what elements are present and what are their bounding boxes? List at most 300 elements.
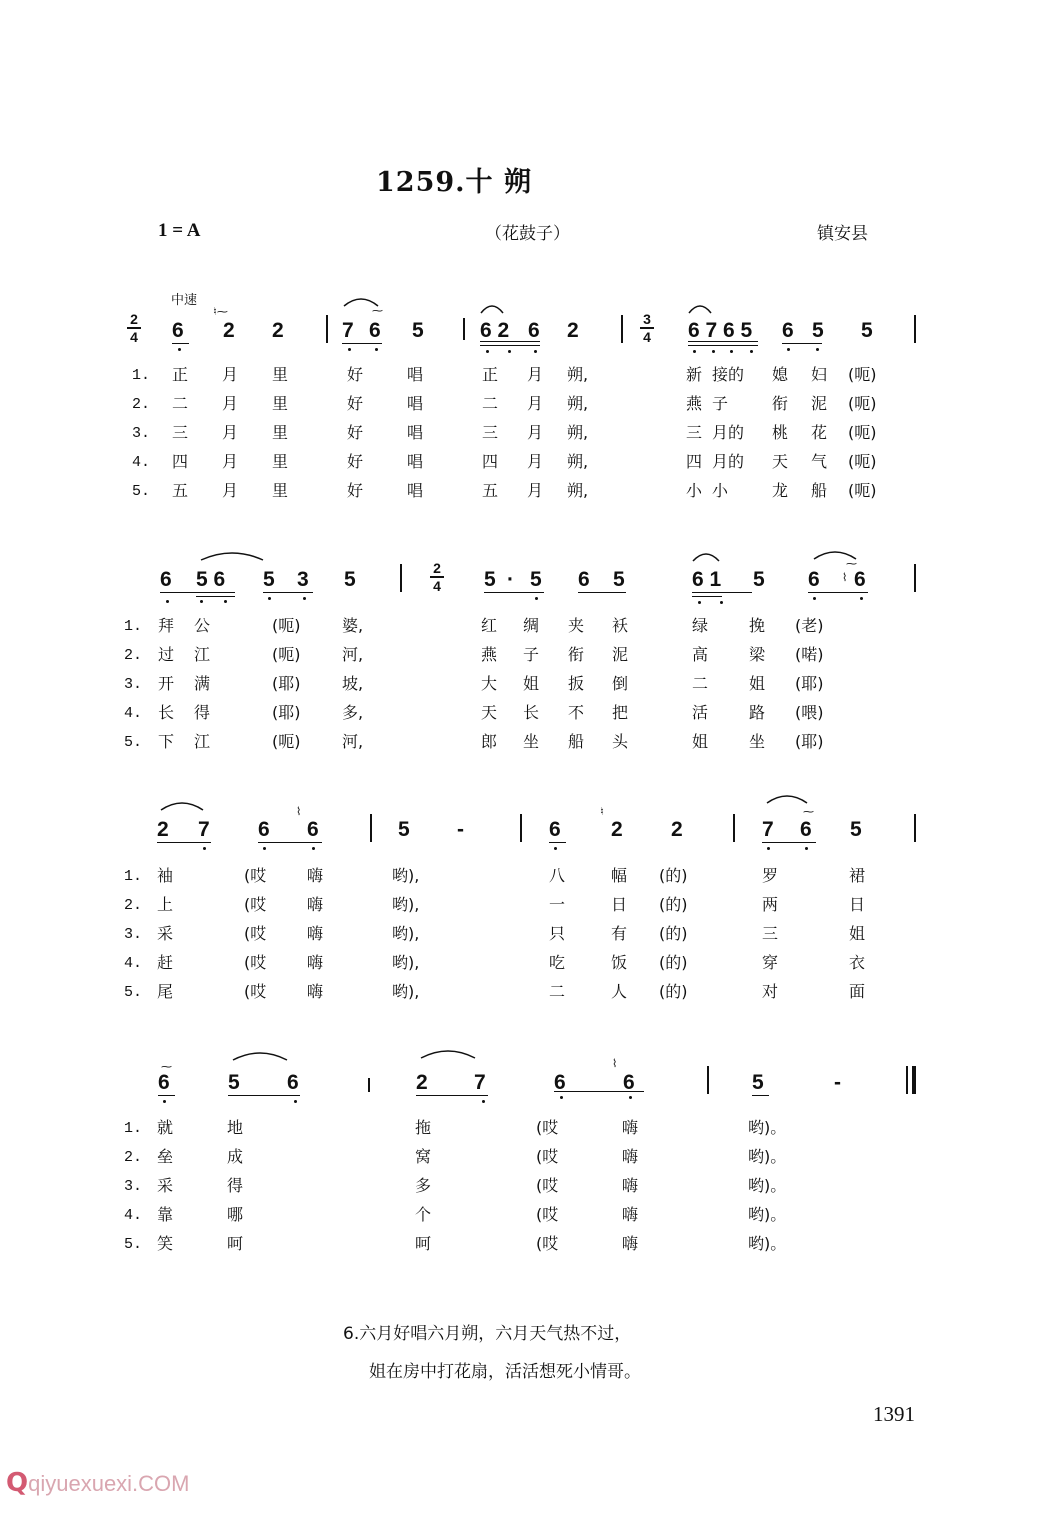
lyric-word: 过 [158, 645, 175, 664]
note: 5 [263, 568, 275, 591]
low-octave-dot [787, 348, 790, 351]
verse-number: 1. [124, 868, 143, 885]
lyric-word: 有 [611, 924, 628, 943]
slur-arc [232, 1049, 288, 1061]
note: 5 [412, 319, 424, 342]
lyric-word: 靠 [157, 1205, 174, 1224]
lyric-word: 子 [712, 394, 729, 413]
time-signature-2-4 [430, 561, 444, 593]
underline-beam [549, 842, 566, 843]
note: 7 [474, 1071, 486, 1094]
lyric-word: 采 [157, 1176, 174, 1195]
lyric-word: 活 [692, 703, 709, 722]
lyric-word: 坐 [523, 732, 540, 751]
lyric-word: 挽 [749, 616, 766, 635]
watermark-logo-icon: Q [6, 1468, 29, 1498]
verse-number: 2. [132, 396, 151, 413]
low-octave-dot [224, 600, 227, 603]
lyric-word: (哎 [536, 1176, 559, 1195]
lyric-word: 倒 [612, 674, 629, 693]
lyric-word: 两 [762, 895, 779, 914]
lyric-word: 赶 [157, 953, 174, 972]
note: 6 [258, 818, 270, 841]
lyric-word: 衣 [849, 953, 866, 972]
lyric-word: 月 [527, 481, 544, 500]
underline-beam [172, 343, 189, 344]
underline-beam [692, 596, 722, 597]
note: 6 [287, 1071, 299, 1094]
note: 2 [272, 319, 284, 342]
lyric-word: 里 [272, 394, 289, 413]
verse-number: 1. [124, 618, 143, 635]
lyric-word: 嗨 [307, 982, 324, 1001]
lyric-word: (的) [659, 982, 688, 1001]
lyric-word: (呃) [272, 732, 301, 751]
note: 6 [158, 1071, 170, 1094]
ts-bottom: 4 [130, 329, 138, 345]
barline [368, 1078, 370, 1092]
lyric-word: 二 [172, 394, 189, 413]
lyric-word: 头 [612, 732, 629, 751]
final-barline-thin [906, 1066, 908, 1094]
low-octave-dot [294, 1100, 297, 1103]
lyric-word: (呃) [848, 452, 877, 471]
lyric-word: (喏) [795, 645, 824, 664]
note: 5 [398, 818, 410, 841]
lyric-word: 二 [482, 394, 499, 413]
lyric-word: 嗨 [307, 866, 324, 885]
note: 5 [753, 568, 765, 591]
lyric-word: 上 [157, 895, 174, 914]
note: 5 [752, 1071, 764, 1094]
lyric-word: 多 [415, 1176, 432, 1195]
verse-number: 1. [124, 1120, 143, 1137]
low-octave-dot [750, 350, 753, 353]
lyric-word: 月 [222, 481, 239, 500]
note: 5 6 [196, 568, 226, 591]
lyric-word: (耶) [272, 674, 301, 693]
lyric-word: 好 [347, 423, 364, 442]
lyric-word: 嗨 [622, 1118, 639, 1137]
note: 6 7 6 5 [688, 319, 753, 342]
verse-6-line-2: 姐在房中打花扇，活活想死小情哥。 [369, 1362, 641, 1382]
verse-number: 3. [132, 425, 151, 442]
underline-beam [752, 1095, 769, 1096]
lyric-word: 唱 [407, 481, 424, 500]
lyric-word: 成 [227, 1147, 244, 1166]
ts-bottom: 4 [433, 578, 441, 594]
lyric-word: 满 [194, 674, 211, 693]
lyric-word: (哎 [244, 895, 267, 914]
underline-beam [196, 596, 235, 597]
low-octave-dot [508, 350, 511, 353]
lyric-word: 开 [158, 674, 175, 693]
lyric-word: 裙 [849, 866, 866, 885]
lyric-word: 地 [227, 1118, 244, 1137]
underline-beam [782, 343, 822, 344]
note: 5 [861, 319, 873, 342]
lyric-word: 泥 [612, 645, 629, 664]
ts-bottom: 4 [643, 329, 651, 345]
lyric-word: 哟)。 [748, 1118, 787, 1137]
grace-ornament: ⌇ [296, 805, 302, 818]
note: 6 [800, 818, 812, 841]
lyric-word: 长 [523, 703, 540, 722]
lyric-word: 月 [527, 423, 544, 442]
lyric-word: (的) [659, 953, 688, 972]
note: 2 [567, 319, 579, 342]
lyric-word: (哎 [244, 953, 267, 972]
note: 7 [762, 818, 774, 841]
lyric-word: 哟)。 [748, 1176, 787, 1195]
lyric-word: 面 [849, 982, 866, 1001]
note: 6 [854, 568, 866, 591]
underline-beam [578, 592, 626, 593]
lyric-word: (呃) [272, 616, 301, 635]
verse-number: 3. [124, 926, 143, 943]
lyric-word: 嗨 [622, 1234, 639, 1253]
lyric-word: 袖 [157, 866, 174, 885]
verse-number: 3. [124, 676, 143, 693]
lyric-word: 好 [347, 481, 364, 500]
note: 6 [578, 568, 590, 591]
lyric-word: (哎 [536, 1205, 559, 1224]
lyric-word: 嗨 [307, 895, 324, 914]
lyric-word: 里 [272, 452, 289, 471]
lyric-word: 垒 [157, 1147, 174, 1166]
barline [621, 315, 623, 343]
lyric-word: 嗨 [307, 953, 324, 972]
lyric-word: 窝 [415, 1147, 432, 1166]
lyric-word: 朔, [567, 365, 589, 384]
lyric-word: 月 [222, 394, 239, 413]
underline-beam [228, 1095, 300, 1096]
lyric-word: 好 [347, 365, 364, 384]
underline-beam [480, 341, 540, 342]
lyric-word: (呃) [848, 394, 877, 413]
lyric-word: 月 [527, 394, 544, 413]
lyric-word: 婆, [342, 616, 364, 635]
lyric-word: 拜 [158, 616, 175, 635]
lyric-word: 三 [762, 924, 779, 943]
note: 2 [223, 319, 235, 342]
note: 6 1 [692, 568, 722, 591]
lyric-word: 里 [272, 481, 289, 500]
lyric-word: 五 [172, 481, 189, 500]
lyric-word: 唱 [407, 423, 424, 442]
note: 7 [198, 818, 210, 841]
lyric-word: 姐 [692, 732, 709, 751]
lyric-word: 多, [342, 703, 364, 722]
verse-number: 4. [124, 955, 143, 972]
note: 6 2 [480, 319, 510, 342]
verse-number: 5. [124, 1236, 143, 1253]
lyric-word: 公 [194, 616, 211, 635]
low-octave-dot [554, 847, 557, 850]
lyric-word: 朔, [567, 423, 589, 442]
lyric-word: 嗨 [622, 1205, 639, 1224]
lyric-word: (老) [795, 616, 824, 635]
lyric-word: (呃) [848, 365, 877, 384]
barline [370, 814, 372, 842]
verse-number: 5. [124, 734, 143, 751]
verse-number: 4. [124, 1207, 143, 1224]
low-octave-dot [560, 1096, 563, 1099]
lyric-word: 梁 [749, 645, 766, 664]
underline-beam [342, 343, 382, 344]
lyric-word: 哟), [392, 924, 420, 943]
note: - [457, 818, 464, 841]
slur-arc [160, 799, 204, 811]
underline-beam [688, 341, 758, 342]
lyric-word: 幅 [611, 866, 628, 885]
lyric-word: 路 [749, 703, 766, 722]
lyric-word: 月 [222, 452, 239, 471]
lyric-word: (的) [659, 866, 688, 885]
song-title: 1259.十 朔 [376, 167, 532, 198]
low-octave-dot [813, 597, 816, 600]
grace-ornament: ⌇ [612, 1057, 618, 1070]
lyric-word: 三 [686, 423, 703, 442]
lyric-word: (哎 [244, 982, 267, 1001]
grace-ornament: ⌇ [842, 571, 848, 584]
lyric-word: 郎 [481, 732, 498, 751]
lyric-word: 红 [481, 616, 498, 635]
lyric-word: 绸 [523, 616, 540, 635]
slur-arc [813, 548, 857, 560]
lyric-word: 桃 [772, 423, 789, 442]
underline-beam [762, 842, 816, 843]
note: 6 [160, 568, 172, 591]
verse-number: 2. [124, 647, 143, 664]
lyric-word: 河, [342, 732, 364, 751]
low-octave-dot [375, 348, 378, 351]
verse-number: 5. [124, 984, 143, 1001]
lyric-word: 月 [222, 365, 239, 384]
lyric-word: 扳 [568, 674, 585, 693]
lyric-word: 笑 [157, 1234, 174, 1253]
lyric-word: 五 [482, 481, 499, 500]
lyric-word: 气 [811, 452, 828, 471]
note: - [834, 1071, 841, 1094]
low-octave-dot [482, 1100, 485, 1103]
watermark-text: qiyuexuexi.COM [28, 1471, 190, 1496]
lyric-word: (哎 [536, 1118, 559, 1137]
note: 6 [549, 818, 561, 841]
verse-number: 4. [124, 705, 143, 722]
lyric-word: 人 [611, 982, 628, 1001]
low-octave-dot [805, 847, 808, 850]
lyric-word: 花 [811, 423, 828, 442]
time-signature-3-4 [640, 312, 654, 344]
barline [520, 814, 522, 842]
lyric-word: 一 [549, 895, 566, 914]
lyric-word: 绿 [692, 616, 709, 635]
grace-ornament: ⁓ [803, 805, 814, 818]
lyric-word: (耶) [272, 703, 301, 722]
underline-beam [158, 1095, 175, 1096]
low-octave-dot [312, 847, 315, 850]
time-signature-2-4 [127, 312, 141, 344]
lyric-word: 姐 [523, 674, 540, 693]
lyric-word: 朔, [567, 481, 589, 500]
grace-ornament: ⁓ [372, 304, 383, 317]
low-octave-dot [263, 847, 266, 850]
lyric-word: 天 [481, 703, 498, 722]
slur-arc [200, 549, 264, 561]
lyric-word: 唱 [407, 365, 424, 384]
lyric-word: 接的 [712, 365, 745, 384]
lyric-word: 吃 [549, 953, 566, 972]
verse-number: 2. [124, 897, 143, 914]
note: 5 [484, 568, 496, 591]
underline-beam [160, 592, 235, 593]
lyric-word: 哟)。 [748, 1234, 787, 1253]
barline [326, 315, 328, 343]
lyric-word: 呵 [227, 1234, 244, 1253]
note: 6 [554, 1071, 566, 1094]
lyric-word: 袄 [612, 616, 629, 635]
note: 6 [808, 568, 820, 591]
note: 6 [369, 319, 381, 342]
barline [733, 814, 735, 842]
slur-arc [688, 302, 712, 314]
lyric-word: 月 [222, 423, 239, 442]
low-octave-dot [535, 597, 538, 600]
lyric-word: 不 [568, 703, 585, 722]
note: 2 [157, 818, 169, 841]
low-octave-dot [486, 350, 489, 353]
slur-arc [343, 295, 379, 307]
underline-beam [554, 1091, 644, 1092]
note: 6 [782, 319, 794, 342]
lyric-word: 新 [686, 365, 703, 384]
low-octave-dot [534, 350, 537, 353]
lyric-word: 日 [611, 895, 628, 914]
lyric-word: (的) [659, 895, 688, 914]
lyric-word: (哎 [536, 1234, 559, 1253]
lyric-word: 月的 [712, 423, 745, 442]
lyric-word: (哎 [536, 1147, 559, 1166]
lyric-word: 嗨 [622, 1147, 639, 1166]
lyric-word: 嗨 [307, 924, 324, 943]
lyric-word: 姐 [849, 924, 866, 943]
lyric-word: 哟), [392, 866, 420, 885]
lyric-word: 唱 [407, 452, 424, 471]
lyric-word: (呃) [848, 423, 877, 442]
final-barline-thick [912, 1066, 916, 1094]
low-octave-dot [166, 600, 169, 603]
lyric-word: 朔, [567, 452, 589, 471]
note: 2 [671, 818, 683, 841]
lyric-word: 媳 [772, 365, 789, 384]
lyric-word: 龙 [772, 481, 789, 500]
barline [707, 1066, 709, 1094]
lyric-word: 三 [172, 423, 189, 442]
grace-ornament: ♮⁓ [213, 305, 228, 318]
lyric-word: 下 [158, 732, 175, 751]
lyric-word: 妇 [811, 365, 828, 384]
note: 5 [344, 568, 356, 591]
lyric-word: 八 [549, 866, 566, 885]
barline [914, 814, 916, 842]
low-octave-dot [860, 597, 863, 600]
lyric-word: 三 [482, 423, 499, 442]
low-octave-dot [629, 1096, 632, 1099]
lyric-word: (耶) [795, 674, 824, 693]
lyric-word: 泥 [811, 394, 828, 413]
note: 2 [611, 818, 623, 841]
grace-ornament: ⁓ [161, 1060, 172, 1073]
low-octave-dot [303, 597, 306, 600]
watermark [6, 1468, 190, 1498]
lyric-word: 坡, [342, 674, 364, 693]
lyric-word: 船 [811, 481, 828, 500]
barline [400, 564, 402, 592]
slur-arc [766, 792, 808, 804]
low-octave-dot [178, 348, 181, 351]
note: 3 [297, 568, 309, 591]
slur-arc [692, 550, 720, 562]
page-number: 1391 [873, 1402, 915, 1426]
underline-beam [157, 842, 211, 843]
lyric-word: 坐 [749, 732, 766, 751]
lyric-word: 唱 [407, 394, 424, 413]
note: 6 [172, 319, 184, 342]
lyric-word: 嗨 [622, 1176, 639, 1195]
note: 5 [850, 818, 862, 841]
lyric-word: 江 [194, 645, 211, 664]
lyric-word: 哪 [227, 1205, 244, 1224]
lyric-word: 衔 [568, 645, 585, 664]
lyric-word: (呃) [272, 645, 301, 664]
underline-beam [484, 592, 544, 593]
lyric-word: 就 [157, 1118, 174, 1137]
note: 7 [342, 319, 354, 342]
note: 5 [812, 319, 824, 342]
barline [914, 315, 916, 343]
lyric-word: 四 [686, 452, 703, 471]
lyric-word: 月的 [712, 452, 745, 471]
low-octave-dot [730, 350, 733, 353]
low-octave-dot [200, 600, 203, 603]
lyric-word: 燕 [481, 645, 498, 664]
underline-beam [263, 592, 313, 593]
lyric-word: 罗 [762, 866, 779, 885]
lyric-word: 子 [523, 645, 540, 664]
lyric-word: 饭 [611, 953, 628, 972]
lyric-word: 正 [482, 365, 499, 384]
note: 6 [623, 1071, 635, 1094]
lyric-word: 只 [549, 924, 566, 943]
key-signature: 1 = A [158, 220, 201, 241]
lyric-word: (喂) [795, 703, 824, 722]
low-octave-dot [712, 350, 715, 353]
lyric-word: 哟)。 [748, 1205, 787, 1224]
verse-number: 5. [132, 483, 151, 500]
ts-top: 3 [643, 311, 651, 327]
lyric-word: 二 [549, 982, 566, 1001]
lyric-word: (哎 [244, 866, 267, 885]
lyric-word: 朔, [567, 394, 589, 413]
lyric-word: 长 [158, 703, 175, 722]
lyric-word: 燕 [686, 394, 703, 413]
verse-number: 3. [124, 1178, 143, 1195]
lyric-word: 夹 [568, 616, 585, 635]
grace-ornament: ⁓ [846, 557, 857, 570]
lyric-word: 尾 [157, 982, 174, 1001]
lyric-word: 采 [157, 924, 174, 943]
